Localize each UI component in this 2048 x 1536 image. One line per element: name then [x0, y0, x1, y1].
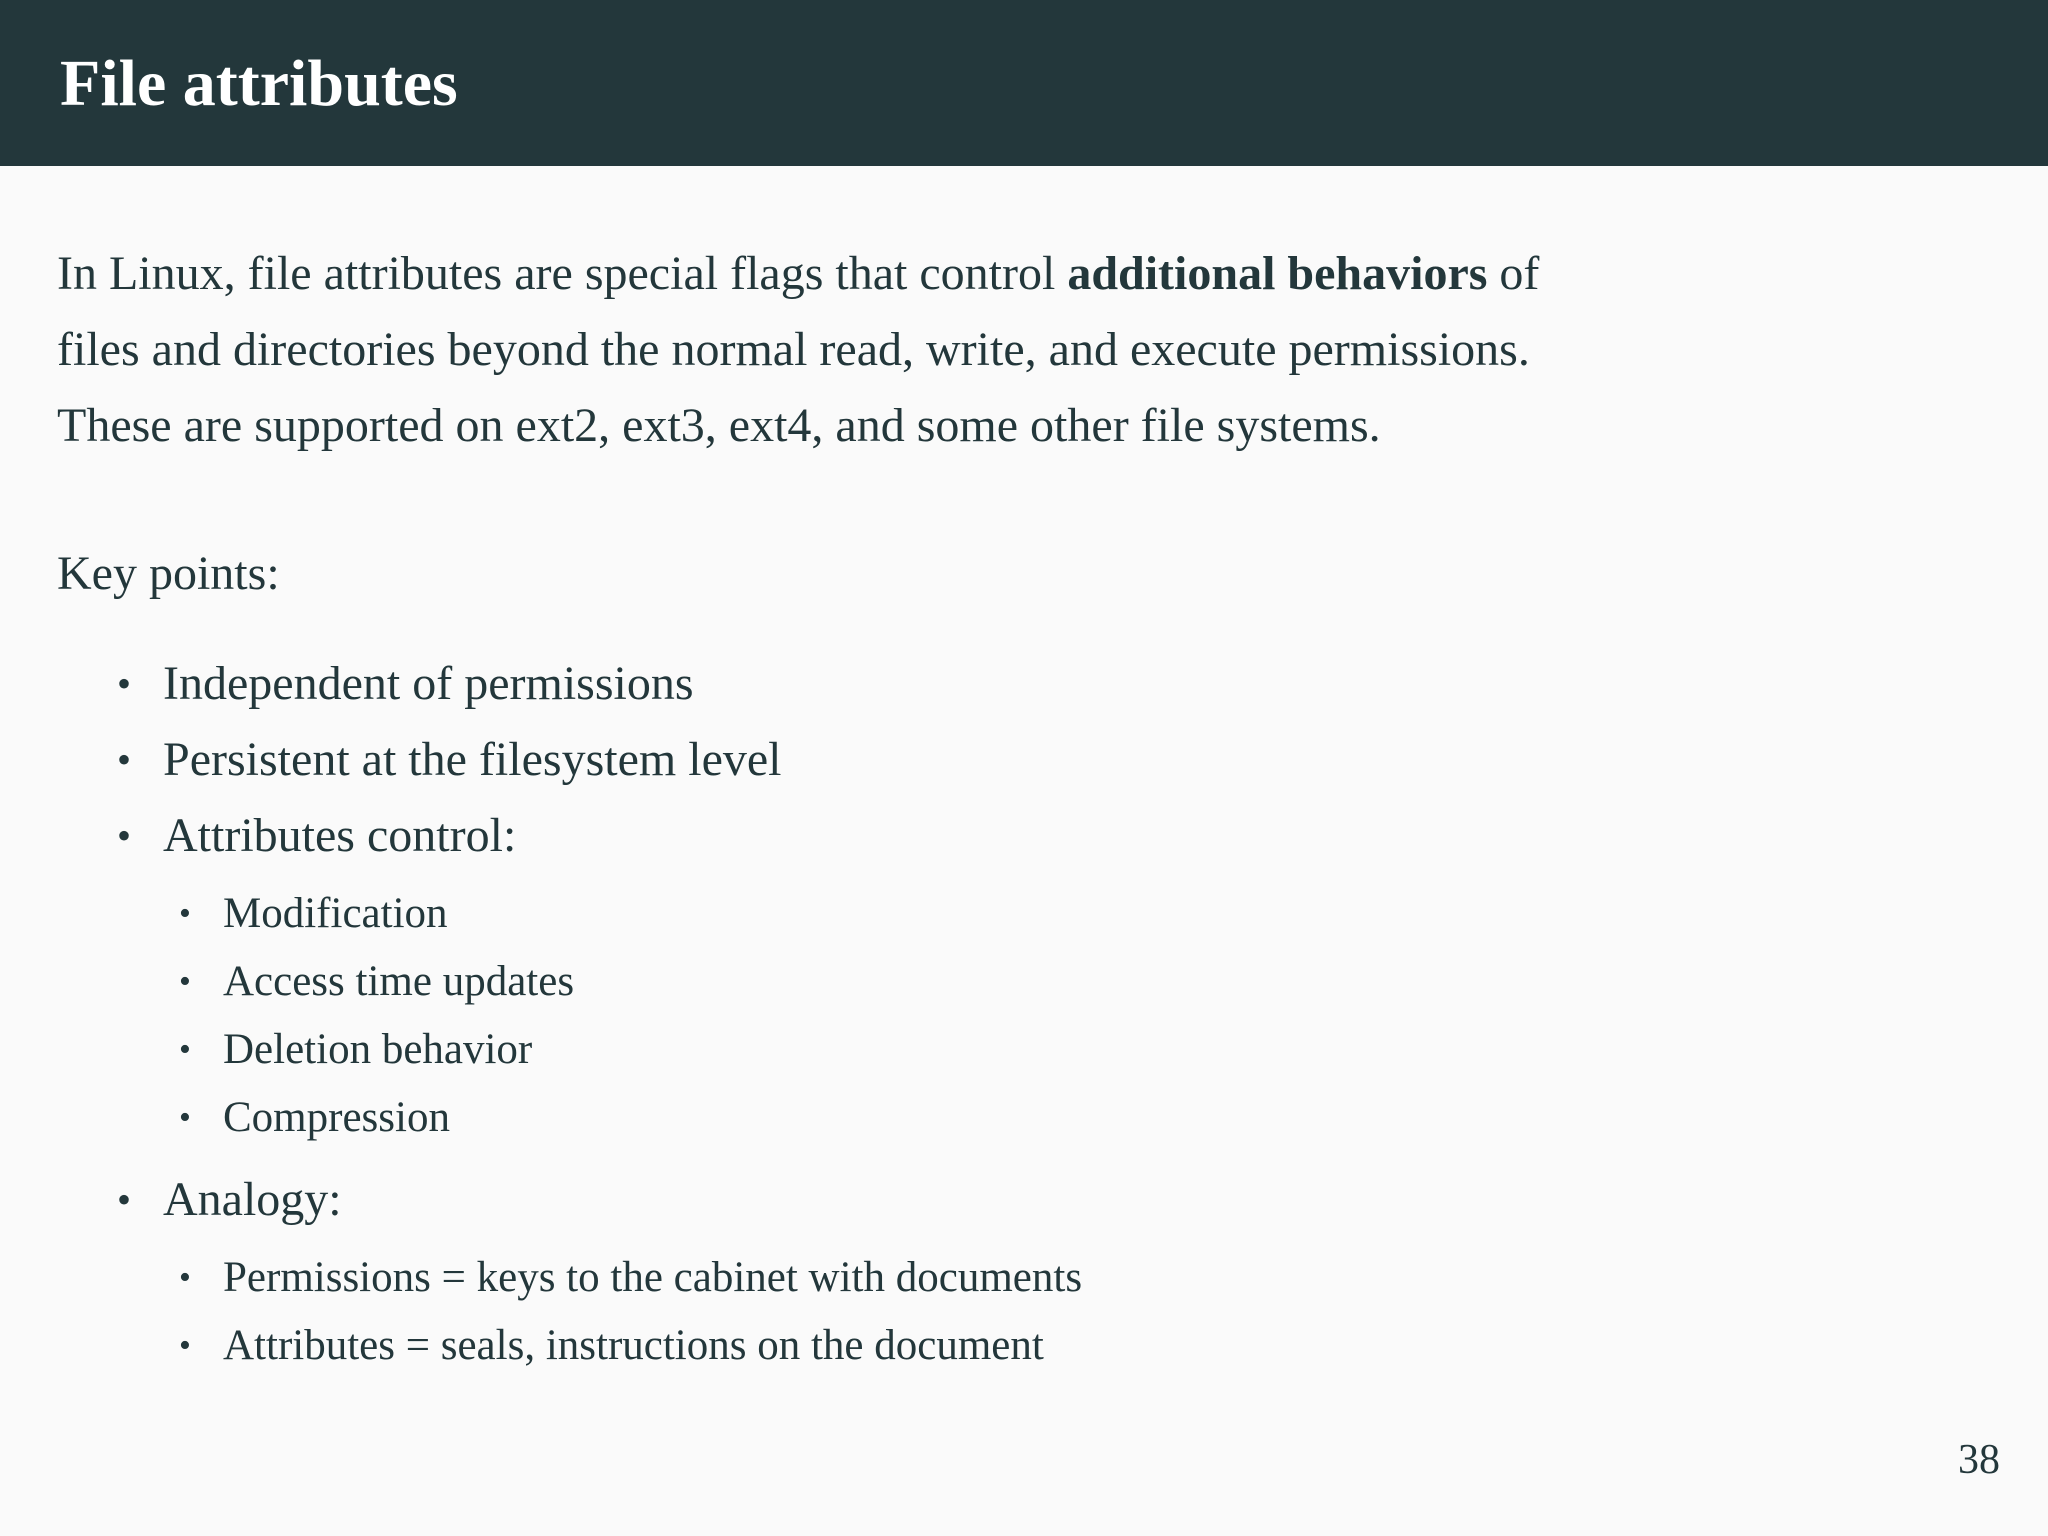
list-item: [57, 1162, 1957, 1380]
sub-list-item: [179, 948, 1957, 1016]
sub-list-item: [179, 1016, 1957, 1084]
bullet-icon: •: [117, 813, 132, 858]
bullet-icon: •: [179, 1099, 191, 1136]
sub-list-item-text: Access time updates: [223, 958, 575, 1005]
bullet-icon: •: [179, 1327, 191, 1364]
list-item-text: Independent of permissions: [163, 657, 694, 710]
sub-list-item: [179, 1244, 1957, 1312]
sub-list-item-text: Attributes = seals, instructions on the document: [223, 1322, 1044, 1369]
list-item: [57, 798, 1957, 1152]
bullet-icon: •: [179, 1259, 191, 1296]
list-item-text: Persistent at the filesystem level: [163, 733, 782, 786]
sub-list-item: [179, 1084, 1957, 1152]
sub-list: [163, 880, 1957, 1152]
list-item-text: Analogy:: [163, 1173, 342, 1226]
slide-body: [57, 236, 1957, 1390]
sub-list: [163, 1244, 1957, 1380]
key-points-list: [57, 646, 1957, 1380]
intro-paragraph: [57, 236, 1957, 464]
key-points-heading: Key points:: [57, 547, 280, 600]
sub-list-item: [179, 880, 1957, 948]
intro-line-3: These are supported on ext2, ext3, ext4, and some other file systems.: [57, 399, 1381, 452]
bullet-icon: •: [117, 1177, 132, 1222]
bullet-icon: •: [179, 1031, 191, 1068]
bullet-icon: •: [179, 895, 191, 932]
sub-list-item-text: Compression: [223, 1094, 450, 1141]
list-item: [57, 722, 1957, 798]
slide-title: File attributes: [60, 47, 458, 120]
list-item: [57, 646, 1957, 722]
sub-list-item-text: Permissions = keys to the cabinet with documents: [223, 1254, 1083, 1301]
intro-text: of: [1487, 247, 1540, 300]
intro-text: In Linux, file attributes are special flags that control: [57, 247, 1068, 300]
bullet-icon: •: [117, 661, 132, 706]
sub-list-item-text: Deletion behavior: [223, 1026, 533, 1073]
sub-list-item: [179, 1312, 1957, 1380]
slide-header: [0, 0, 2048, 166]
bullet-icon: •: [117, 737, 132, 782]
intro-emphasis: additional behaviors: [1067, 247, 1488, 300]
list-item-text: Attributes control:: [163, 809, 517, 862]
bullet-icon: •: [179, 963, 191, 1000]
sub-list-item-text: Modification: [223, 890, 448, 937]
intro-line-1: [57, 236, 1957, 312]
page-number: 38: [1958, 1437, 2000, 1483]
intro-line-2: files and directories beyond the normal read, write, and execute permissions.: [57, 323, 1530, 376]
